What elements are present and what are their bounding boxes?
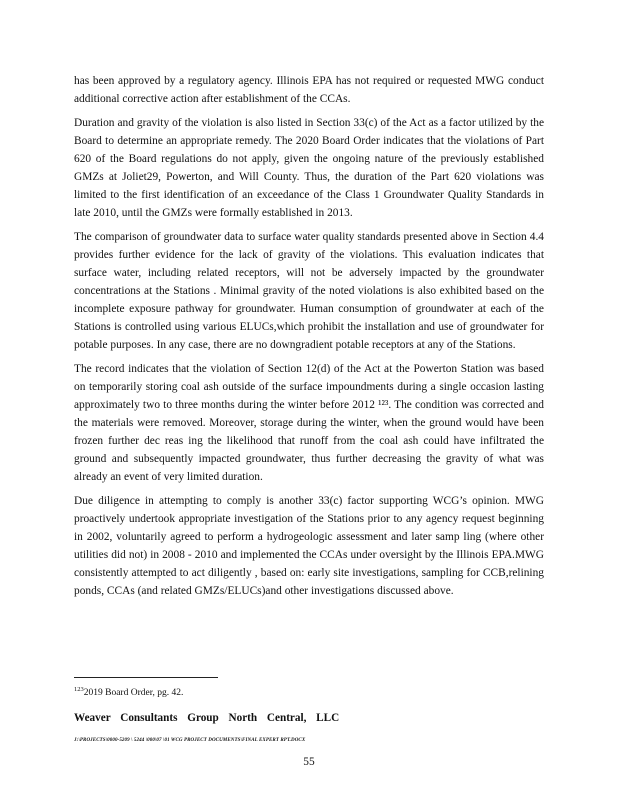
company-name: Weaver Consultants Group North Central, LLC <box>74 712 340 724</box>
file-path: J:\PROJECTS\0000-5209 \ 5244 \000\07 \01 WCG PROJECT DOCUMENTS\FINAL EXPERT RPT.DOCX <box>74 738 306 743</box>
paragraph-3: The comparison of groundwater data to surface water quality standards presented above in Section 4.4 provides further evidence for the lack of gravity of the violations. This evaluation indicates that surface water, including related receptors, will not be adversely impacted by the groundwater concentrations at the Stations . Minimal gravity of the noted violations is also exhibited based on the incomplete exposure pathway for groundwater. Human consumption of groundwater at each of the Stations is controlled using various ELUCs,which prohibit the installation and use of groundwater for potable purposes. In any case, there are no downgradient potable receptors at any of the Stations. <box>74 231 544 351</box>
paragraph-4: The record indicates that the violation of Section 12(d) of the Act at the Powerton Station was based on temporarily storing coal ash outside of the surface impoundments during a single occasion lasting approximately two to three months during the winter before 2012 ¹²³. The condition was corrected and the materials were removed. Moreover, storage during the winter, when the ground would have been frozen further dec reas ing the likelihood that runoff from the coal ash could have infiltrated the ground and subsequently impacted groundwater, thus further decreasing the gravity of what was already an event of very limited duration. <box>74 363 544 483</box>
footnote-marker: 123 <box>74 685 84 693</box>
paragraph-2: Duration and gravity of the violation is also listed in Section 33(c) of the Act as a factor utilized by the Board to determine an appropriate remedy. The 2020 Board Order indicates that the violations of Part 620 of the Board regulations do not apply, given the ongoing nature of the previously established GMZs at Joliet29, Powerton, and Will County. Thus, the duration of the Part 620 violations was limited to the first identification of an exceedance of the Class 1 Groundwater Quality Standards in late 2010, until the GMZs were formally established in 2013. <box>74 117 544 219</box>
footnote <box>74 687 183 699</box>
footnote-text: 2019 Board Order, pg. 42. <box>83 688 184 698</box>
body-text <box>74 72 544 606</box>
paragraph-5: Due diligence in attempting to comply is another 33(c) factor supporting WCG’s opinion. MWG proactively undertook appropriate investigation of the Stations prior to any agency request beginning in 2002, voluntarily agreed to perform a hydrogeologic assessment and later samp ling (where other utilities did not) in 2008 - 2010 and implemented the CCAs under oversight by the Illinois EPA.MWG consistently attempted to act diligently , based on: early site investigations, sampling for CCB,relining ponds, CCAs (and related GMZs/ELUCs)and other investigations discussed above. <box>74 495 544 597</box>
page-number: 55 <box>303 756 315 768</box>
footnote-divider <box>74 677 218 678</box>
paragraph-1: has been approved by a regulatory agency. Illinois EPA has not required or requested MWG conduct additional corrective action after establishment of the CCAs. <box>74 75 544 105</box>
